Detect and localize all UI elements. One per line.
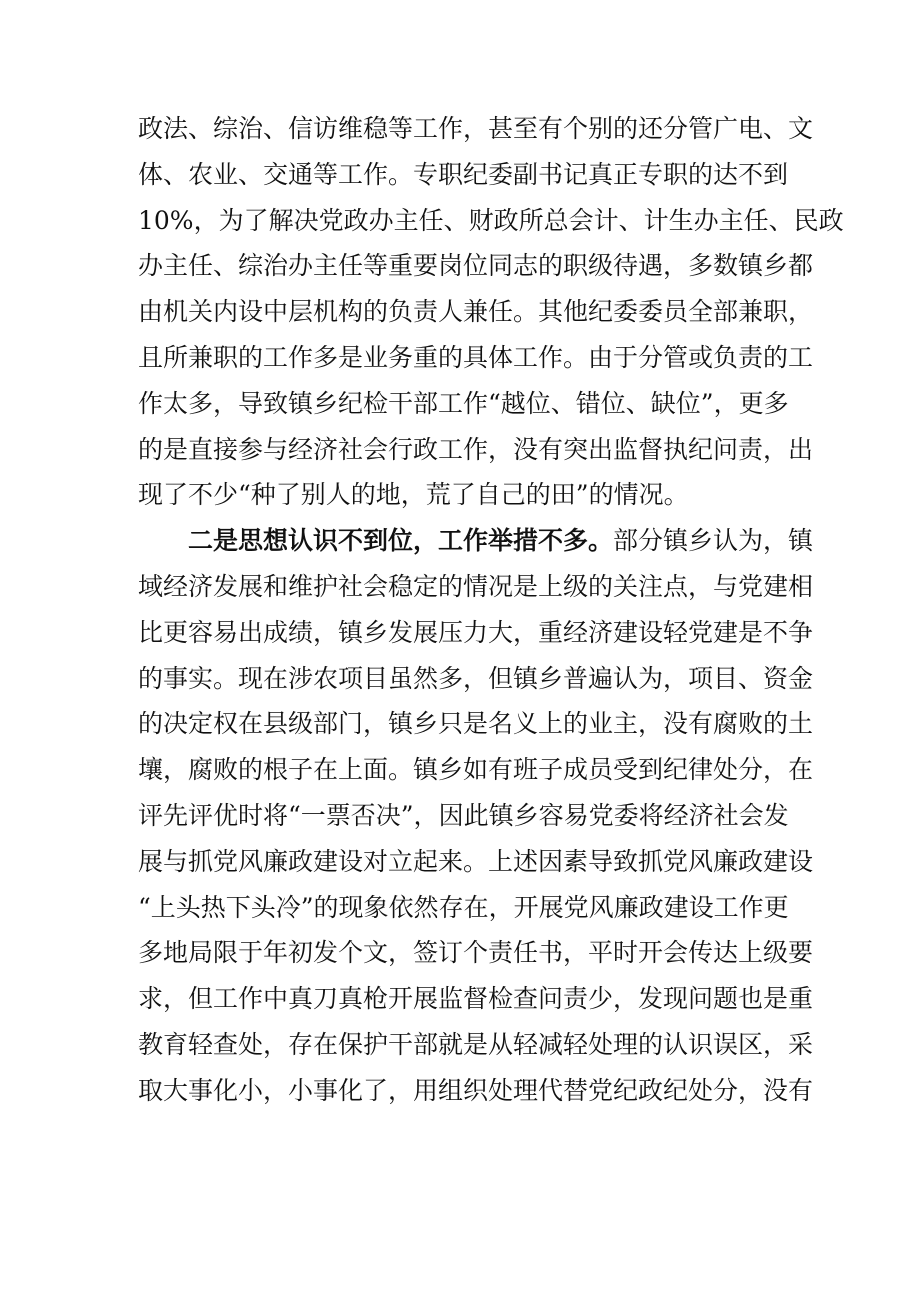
text-line: 域经济发展和维护社会稳定的情况是上级的关注点，与党建相	[138, 571, 814, 601]
text-line: “上头热下头冷”的现象依然存在，开展党风廉政建设工作更	[138, 892, 789, 922]
text-line: 作太多，导致镇乡纪检干部工作“越位、错位、缺位”，更多	[138, 388, 789, 418]
heading-line-rest: 部分镇乡认为，镇	[613, 526, 814, 556]
text-line: 求，但工作中真刀真枪开展监督检查问责少，发现问题也是重	[138, 984, 814, 1014]
paragraph-1	[138, 106, 844, 518]
text-line: 的是直接参与经济社会行政工作，没有突出监督执纪问责，出	[138, 434, 814, 464]
text-line: 比更容易出成绩，镇乡发展压力大，重经济建设轻党建是不争	[138, 617, 814, 647]
paragraph-2	[138, 518, 814, 1113]
paragraph-heading: 二是思想认识不到位，工作举措不多。	[188, 526, 614, 556]
text-line: 由机关内设中层机构的负责人兼任。其他纪委委员全部兼职，	[138, 297, 814, 327]
text-line: 的决定权在县级部门，镇乡只是名义上的业主，没有腐败的土	[138, 709, 814, 739]
text-line: 教育轻查处，存在保护干部就是从轻减轻处理的认识误区，采	[138, 1029, 814, 1059]
text-line: 体、农业、交通等工作。专职纪委副书记真正专职的达不到	[138, 159, 789, 189]
text-line: 办主任、综治办主任等重要岗位同志的职级待遇，多数镇乡都	[138, 251, 814, 281]
body-text	[138, 106, 844, 1114]
text-line: 10%，为了解决党政办主任、财政所总会计、计生办主任、民政	[138, 205, 844, 235]
text-line: 的事实。现在涉农项目虽然多，但镇乡普遍认为，项目、资金	[138, 663, 814, 693]
text-line: 取大事化小，小事化了，用组织处理代替党纪政纪处分，没有	[138, 1075, 814, 1105]
text-line: 政法、综治、信访维稳等工作，甚至有个别的还分管广电、文	[138, 114, 814, 143]
text-line: 展与抓党风廉政建设对立起来。上述因素导致抓党风廉政建设	[138, 846, 814, 876]
text-line: 评先评优时将“一票否决”，因此镇乡容易党委将经济社会发	[138, 800, 789, 830]
text-line: 多地局限于年初发个文，签订个责任书，平时开会传达上级要	[138, 938, 814, 968]
text-line: 壤，腐败的根子在上面。镇乡如有班子成员受到纪律处分，在	[138, 755, 814, 785]
text-line: 现了不少“种了别人的地，荒了自己的田”的情况。	[138, 480, 689, 510]
text-line: 且所兼职的工作多是业务重的具体工作。由于分管或负责的工	[138, 342, 814, 372]
paragraph-first-line	[138, 518, 814, 564]
